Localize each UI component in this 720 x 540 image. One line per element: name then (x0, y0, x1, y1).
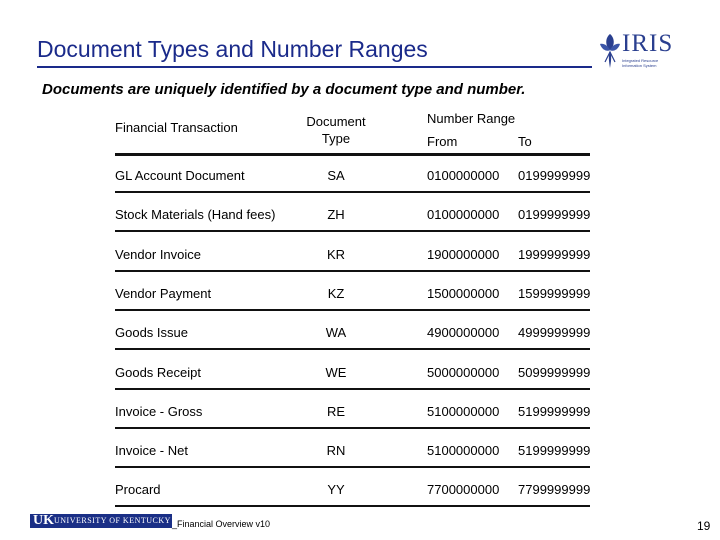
row-range-to: 1999999999 (518, 247, 591, 262)
row-range-to: 1599999999 (518, 286, 591, 301)
row-transaction: Invoice - Gross (115, 404, 203, 419)
row-document-type: YY (327, 482, 345, 497)
row-document-type: KZ (327, 286, 345, 301)
row-transaction: Goods Receipt (115, 365, 201, 380)
row-range-to: 5199999999 (518, 404, 591, 419)
iris-logo (598, 30, 674, 72)
row-rule (115, 388, 590, 390)
logo-wordmark: IRIS (622, 30, 674, 57)
header-document-type-line1: Document (306, 114, 366, 129)
header-rule (115, 153, 590, 156)
row-document-type: ZH (327, 207, 345, 222)
row-range-from: 7700000000 (427, 482, 500, 497)
row-range-from: 4900000000 (427, 325, 500, 340)
row-range-from: 1900000000 (427, 247, 500, 262)
university-logo (30, 514, 172, 528)
row-document-type: WA (325, 325, 347, 340)
header-document-type-line2: Type (321, 131, 351, 146)
header-from: From (427, 134, 458, 149)
logo-tagline: Integrated Resource Information System (622, 58, 659, 68)
header-financial-transaction: Financial Transaction (115, 120, 238, 135)
row-transaction: Goods Issue (115, 325, 188, 340)
row-document-type: RN (326, 443, 346, 458)
row-transaction: Procard (115, 482, 161, 497)
footer-text: _Financial Overview v10 (172, 519, 271, 529)
row-document-type: RE (326, 404, 346, 419)
slide-subtitle: Documents are uniquely identified by a document type and number. (42, 81, 526, 98)
page-number: 19 (697, 519, 711, 533)
row-rule (115, 348, 590, 350)
header-document-type (286, 113, 386, 147)
row-document-type: SA (327, 168, 345, 183)
row-range-to: 5199999999 (518, 443, 591, 458)
row-range-from: 0100000000 (427, 207, 500, 222)
row-transaction: Vendor Payment (115, 286, 212, 301)
title-underline (37, 66, 592, 68)
row-transaction: Invoice - Net (115, 443, 188, 458)
header-number-range: Number Range (427, 111, 516, 126)
row-transaction: Stock Materials (Hand fees) (115, 207, 276, 222)
row-rule (115, 466, 590, 468)
row-document-type: WE (325, 365, 347, 380)
row-range-to: 5099999999 (518, 365, 591, 380)
row-range-from: 1500000000 (427, 286, 500, 301)
row-range-from: 5100000000 (427, 404, 500, 419)
row-rule (115, 270, 590, 272)
row-range-from: 0100000000 (427, 168, 500, 183)
uk-mark: UK (33, 513, 54, 528)
row-transaction: Vendor Invoice (115, 247, 202, 262)
row-rule (115, 230, 590, 232)
row-range-to: 0199999999 (518, 207, 591, 222)
row-range-from: 5100000000 (427, 443, 500, 458)
flower-icon (598, 30, 622, 70)
row-rule (115, 505, 590, 507)
row-range-from: 5000000000 (427, 365, 500, 380)
row-rule (115, 191, 590, 193)
slide-title: Document Types and Number Ranges (37, 36, 428, 62)
row-range-to: 0199999999 (518, 168, 591, 183)
row-transaction: GL Account Document (115, 168, 245, 183)
row-range-to: 7799999999 (518, 482, 591, 497)
university-name: UNIVERSITY OF KENTUCKY (54, 516, 171, 525)
header-to: To (518, 134, 532, 149)
row-document-type: KR (326, 247, 346, 262)
row-rule (115, 427, 590, 429)
row-rule (115, 309, 590, 311)
row-range-to: 4999999999 (518, 325, 591, 340)
